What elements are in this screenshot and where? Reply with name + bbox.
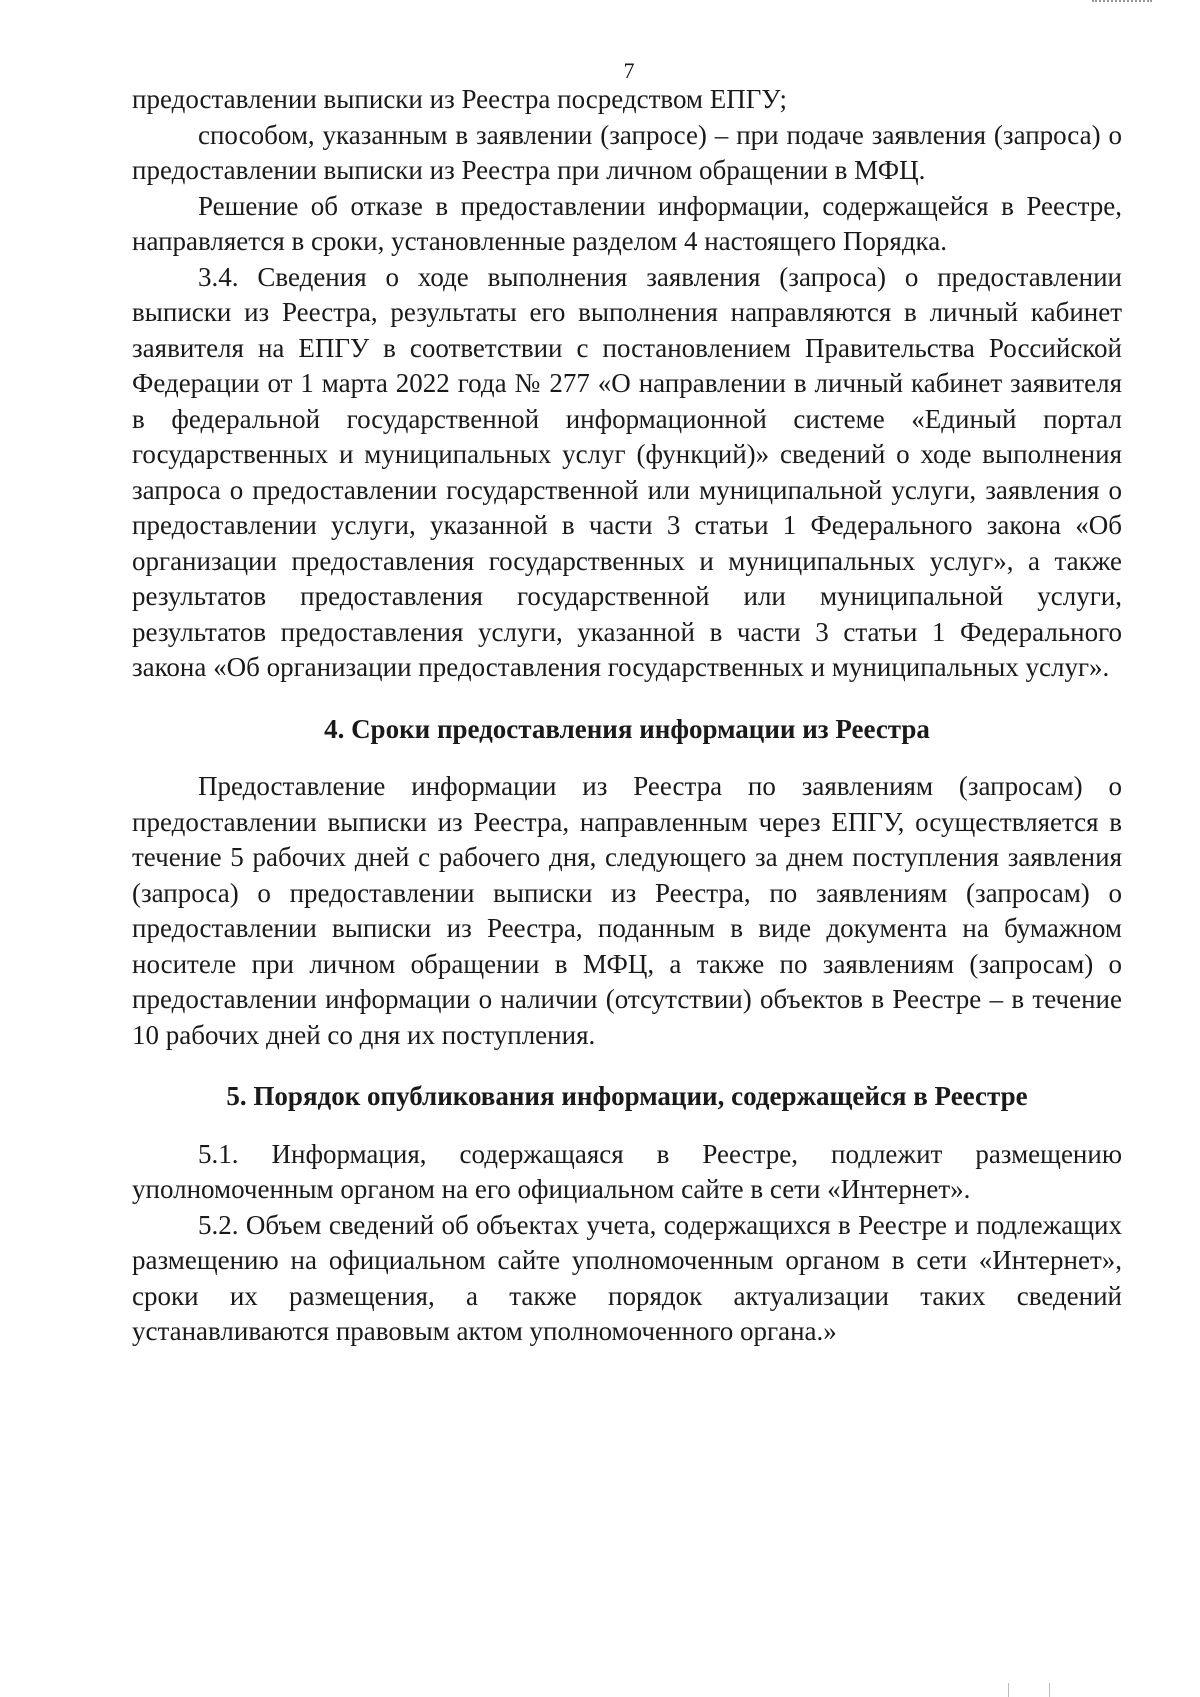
paragraph-5-1: 5.1. Информация, содержащаяся в Реестре, подлежит размещению уполномоченным органом на его официальном сайте в сети «Интернет». (132, 1138, 1122, 1204)
paragraph-3-4: 3.4. Сведения о ходе выполнения заявления (запроса) о предоставлении выписки из Реестра, результаты его выполнения направляются в личный кабинет заявителя на ЕПГУ в соответствии с постановлением Правительства Российской Федерации от 1 марта 2022 года № 277 «О направлении в личный кабинет заявителя в федеральной государственной информационной системе «Единый портал государственных и муниципальных услуг (функций)» сведений о ходе выполнения запроса о предоставлении государственной или муниципальной услуги, заявления о предоставлении услуги, указанной в части 3 статьи 1 Федерального закона «Об организации предоставления государственных и муниципальных услуг», а также результатов предоставления государственной или муниципальной услуги, результатов предоставления услуги, указанной в части 3 статьи 1 Федерального закона «Об организации предоставления государственных и муниципальных услуг». (132, 261, 1122, 682)
spacer (132, 1115, 1122, 1137)
page-number: 7 (623, 58, 635, 83)
spacer (132, 747, 1122, 769)
paragraph-5-2: 5.2. Объем сведений об объектах учета, содержащихся в Реестре и подлежащих размещению на официальном сайте уполномоченным органом в сети «Интернет», сроки их размещения, а также порядок актуализации таких сведений устанавливаются правовым актом уполномоченного органа.» (132, 1209, 1122, 1346)
document-body (132, 82, 1122, 1350)
paragraph-method-mfc: способом, указанным в заявлении (запросе) – при подаче заявления (запроса) о предоставлении выписки из Реестра при личном обращении в МФЦ. (132, 119, 1122, 185)
scan-artifact-top (1092, 0, 1152, 6)
scan-artifact-bottom (1008, 1683, 1050, 1697)
spacer (132, 1053, 1122, 1079)
paragraph-continuation: предоставлении выписки из Реестра посредством ЕПГУ; (132, 84, 787, 114)
paragraph-refusal-decision: Решение об отказе в предоставлении информации, содержащейся в Реестре, направляется в сроки, установленные разделом 4 настоящего Порядка. (132, 190, 1122, 256)
section-4-heading: 4. Сроки предоставления информации из Реестра (324, 713, 930, 744)
spacer (132, 686, 1122, 712)
section-5-heading: 5. Порядок опубликования информации, содержащейся в Реестре (226, 1081, 1028, 1111)
section-4-paragraph: Предоставление информации из Реестра по заявлениям (запросам) о предоставлении выписки из Реестра, направленным через ЕПГУ, осуществляется в течение 5 рабочих дней с рабочего дня, следующего за днем поступления заявления (запроса) о предоставлении выписки из Реестра, по заявлениям (запросам) о предоставлении выписки из Реестра, поданным в виде документа на бумажном носителе при личном обращении в МФЦ, а также по заявлениям (запросам) о предоставлении информации о наличии (отсутствии) объектов в Реестре – в течение 10 рабочих дней со дня их поступления. (132, 771, 1122, 1050)
